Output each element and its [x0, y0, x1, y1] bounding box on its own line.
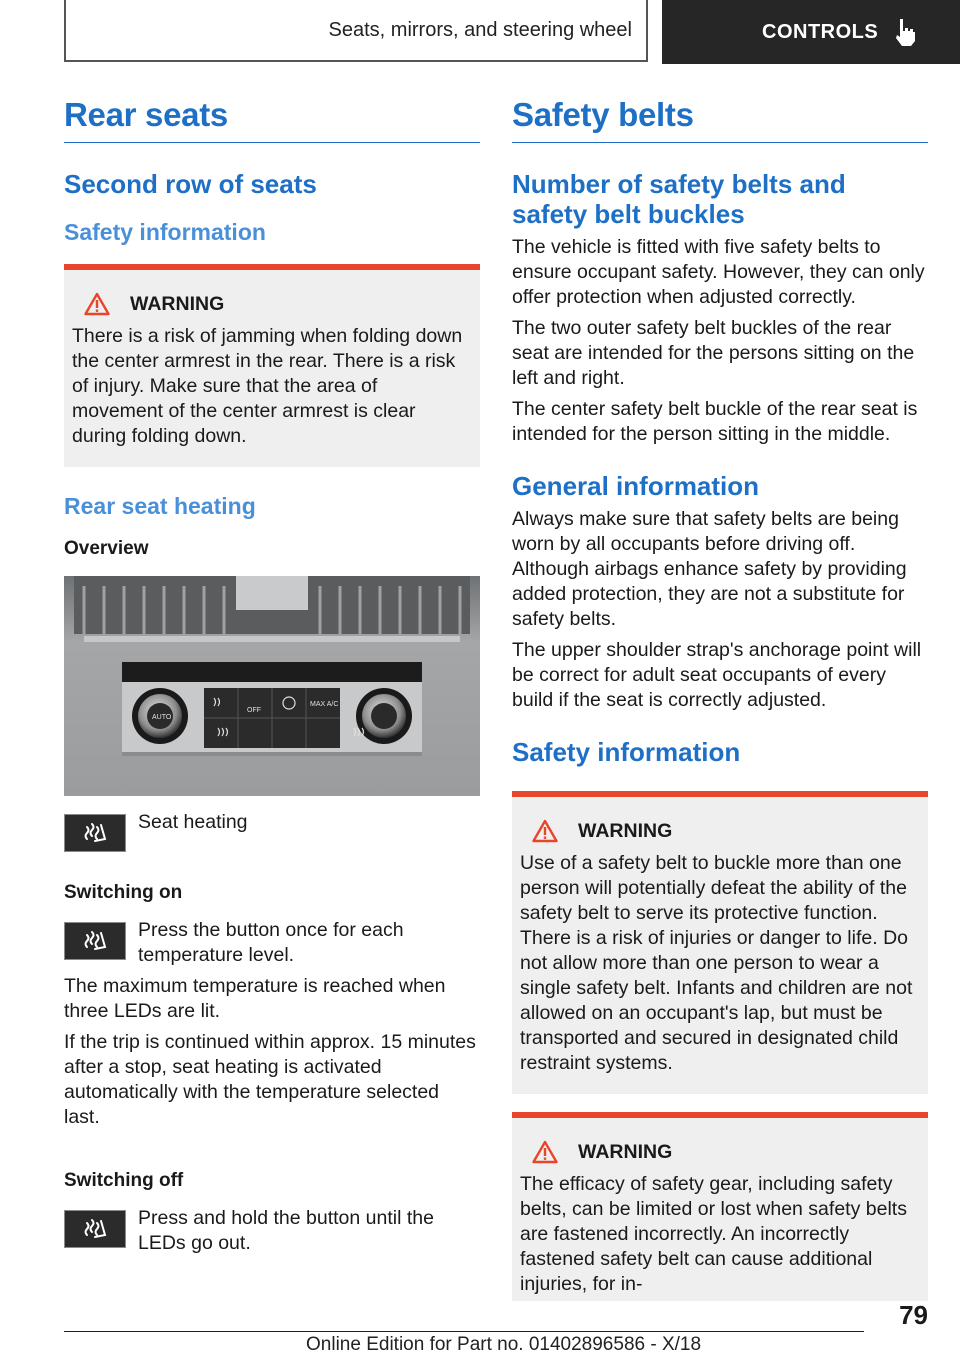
heading-switching-off: Switching off	[64, 1170, 184, 1191]
heading-safety-belts: Safety belts	[512, 96, 928, 143]
warning-text: The efficacy of safety gear, including safety belts, can be limited or lost when safety belts are fastened incorrectly. An incorrectly fastened safety belt can cause additional injuries, for in-	[520, 1173, 907, 1295]
heading-second-row: Second row of seats	[64, 169, 317, 199]
chapter-tab	[662, 0, 960, 64]
switching-on-instruction	[64, 918, 480, 968]
switching-on-p1: The maximum temperature is reached when three LEDs are lit.	[64, 975, 446, 1022]
seat-heat-icon	[81, 821, 109, 845]
warning-text: Use of a safety belt to buckle more than one person will potentially defeat the ability of the safety belt to serve its protective function. There is a risk of injuries or danger to life. Do not allow more than one person to wear a single safety belt. Infants and children are not allowed on an occupant's lap, but must be transported and secured in designated child restraint systems.	[520, 852, 913, 1074]
warning-triangle-icon	[532, 1140, 558, 1164]
warning-text: There is a risk of jamming when folding down the center armrest in the rear. There is a risk of injury. Make sure that the area of movement of the center armrest is clear during folding down.	[72, 325, 463, 447]
seat-heat-icon	[81, 929, 109, 953]
seat-heating-button-icon	[64, 814, 126, 852]
general-p1: Always make sure that safety belts are being worn by all occupants before driving off. Although airbags enhance safety by providing added protection, they are not a substitute for safety belts.	[512, 508, 907, 630]
seat-heating-button-icon-on	[64, 922, 126, 960]
heading-rear-seats: Rear seats	[64, 96, 480, 143]
warning-label: WARNING	[578, 1140, 673, 1163]
chapter-label: CONTROLS	[762, 20, 879, 43]
heading-switching-on: Switching on	[64, 882, 183, 903]
heading-safety-info-right: Safety information	[512, 737, 741, 767]
pointing-hand-icon	[892, 17, 918, 47]
warning-box-one-person	[512, 791, 928, 1094]
page-number: 79	[899, 1300, 928, 1330]
warning-label: WARNING	[578, 819, 673, 842]
warning-label: WARNING	[130, 292, 225, 315]
warning-triangle-icon	[84, 292, 110, 316]
switching-off-instruction	[64, 1206, 480, 1256]
switching-on-p2: If the trip is continued within approx. 15 minutes after a stop, seat heating is activated automatically with the temperature selected last.	[64, 1031, 476, 1128]
rear-climate-panel-photo	[64, 576, 480, 796]
number-p1: The vehicle is fitted with five safety belts to ensure occupant safety. However, they can only offer protection when adjusted correctly.	[512, 236, 925, 308]
heading-general-info: General information	[512, 471, 760, 501]
photo-label-auto: AUTO	[152, 714, 172, 721]
heading-number-of-belts: Number of safety belts and safety belt buckles	[512, 169, 846, 229]
heading-rear-seat-heating: Rear seat heating	[64, 493, 256, 519]
right-column	[512, 96, 928, 1301]
heading-overview: Overview	[64, 538, 149, 559]
left-column	[64, 96, 480, 1256]
page-header	[64, 0, 960, 64]
seat-heat-icon	[81, 1217, 109, 1241]
warning-box-incorrect-fastening	[512, 1112, 928, 1301]
climate-panel-illustration	[64, 576, 480, 796]
switching-on-text: Press the button once for each temperature level.	[138, 919, 404, 966]
photo-label-off: OFF	[247, 707, 261, 714]
footer-divider	[64, 1331, 864, 1332]
seat-heating-legend	[64, 811, 480, 852]
seat-heating-label: Seat heating	[138, 811, 248, 833]
warning-triangle-icon	[532, 819, 558, 843]
edition-text: Online Edition for Part no. 01402896586 - X/18	[306, 1334, 702, 1355]
seat-heating-button-icon-off	[64, 1210, 126, 1248]
section-title: Seats, mirrors, and steering wheel	[64, 0, 648, 62]
number-p3: The center safety belt buckle of the rear seat is intended for the person sitting in the middle.	[512, 398, 918, 445]
warning-box-armrest	[64, 264, 480, 467]
general-p2: The upper shoulder strap's anchorage point will be correct for adult seat occupants of every build if the seat is correctly adjusted.	[512, 639, 922, 711]
photo-label-max-ac: MAX A/C	[310, 701, 339, 708]
switching-off-text: Press and hold the button until the LEDs go out.	[138, 1207, 434, 1254]
number-p2: The two outer safety belt buckles of the rear seat are intended for the persons sitting on the left and right.	[512, 317, 915, 389]
heading-safety-info-left: Safety information	[64, 219, 266, 245]
